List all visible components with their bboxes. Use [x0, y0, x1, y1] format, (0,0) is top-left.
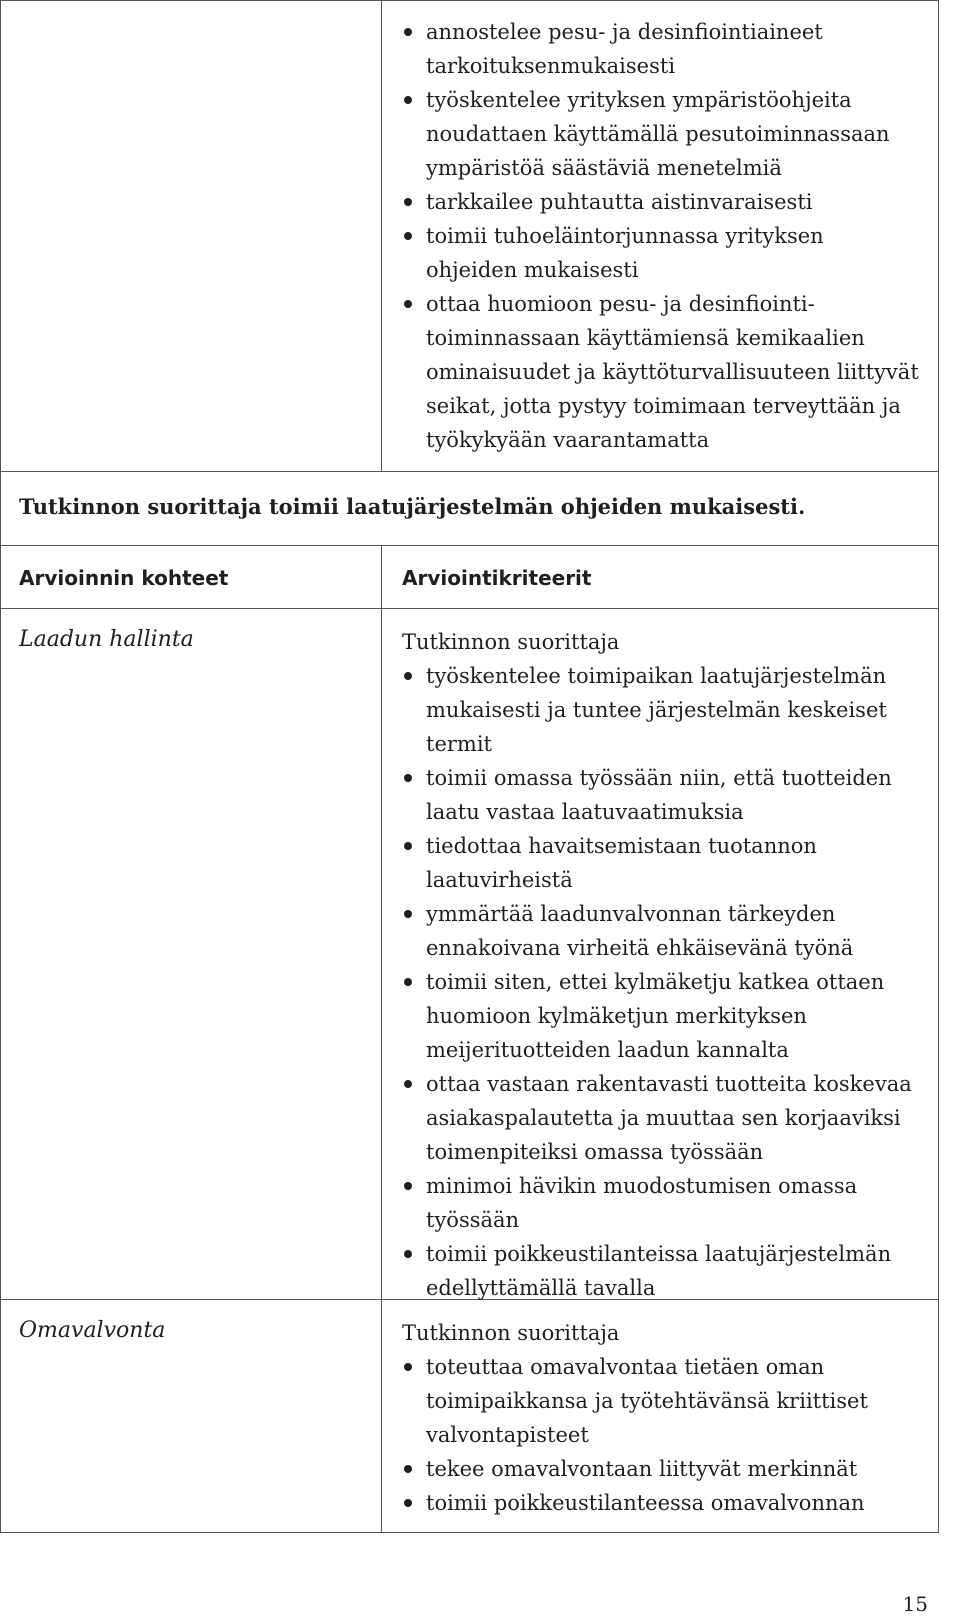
header-right-cell — [382, 546, 938, 590]
list-item: tekee omavalvontaan liittyvät merkinnät — [402, 1452, 920, 1486]
criteria-lead: Tutkinnon suorittaja — [402, 1321, 620, 1345]
list-item: ottaa vastaan rakentavasti tuotteita koskevaa asiakaspalautetta ja muuttaa sen korjaaviksi toimenpiteiksi omassa työssään — [402, 1067, 920, 1169]
list-item: toimii siten, ettei kylmäketju katkea ottaen huomioon kylmäketjun merkityksen meijerituotteiden laadun kannalta — [402, 965, 920, 1067]
list-item: tiedottaa havaitsemistaan tuotannon laatuvirheistä — [402, 829, 920, 897]
list-item: toimii tuhoeläintorjunnassa yrityksen ohjeiden mukaisesti — [402, 219, 920, 287]
header-left-cell — [1, 546, 382, 608]
header-row — [0, 546, 938, 609]
section-criteria-cell — [382, 609, 938, 1305]
list-item: toimii poikkeustilanteessa omavalvonnan — [402, 1486, 920, 1520]
criteria-lead: Tutkinnon suorittaja — [402, 630, 620, 654]
list-item: ymmärtää laadunvalvonnan tärkeyden ennakoivana virheitä ehkäisevänä työnä — [402, 897, 920, 965]
top-section-row — [0, 0, 938, 472]
section-row-quality — [0, 609, 938, 1300]
section-row-self-monitoring — [0, 1300, 938, 1533]
list-item: toimii omassa työssään niin, että tuotteiden laatu vastaa laatuvaatimuksia — [402, 761, 920, 829]
top-section-right-cell — [382, 1, 938, 457]
list-item: työskentelee yrityksen ympäristöohjeita noudattaen käyttämällä pesutoiminnassaan ympäristöä säästäviä menetelmiä — [402, 83, 920, 185]
column-heading-targets: Arvioinnin kohteet — [19, 566, 229, 590]
section-target-cell — [1, 609, 382, 1299]
criteria-list — [402, 1350, 920, 1520]
section-banner: Tutkinnon suorittaja toimii laatujärjestelmän ohjeiden mukaisesti. — [19, 494, 806, 519]
list-item: annostelee pesu- ja desinfiointiaineet tarkoituksenmukaisesti — [402, 15, 920, 83]
column-heading-criteria: Arviointikriteerit — [402, 566, 592, 590]
section-target-cell — [1, 1300, 382, 1532]
list-item: ottaa huomioon pesu- ja desinfiointi-toiminnassaan käyttämiensä kemikaalien ominaisuudet ja käyttöturvallisuuteen liittyvät seikat, jotta pystyy toimimaan terveyttään ja työkykyään vaarantamatta — [402, 287, 920, 457]
criteria-list — [402, 659, 920, 1305]
list-item: minimoi hävikin muodostumisen omassa työssään — [402, 1169, 920, 1237]
list-item: toimii poikkeustilanteissa laatujärjestelmän edellyttämällä tavalla — [402, 1237, 920, 1305]
list-item: työskentelee toimipaikan laatujärjestelmän mukaisesti ja tuntee järjestelmän keskeiset termit — [402, 659, 920, 761]
assessment-target: Laadun hallinta — [19, 627, 194, 652]
assessment-target: Omavalvonta — [19, 1318, 166, 1343]
top-section-list — [402, 15, 920, 457]
banner-row — [0, 472, 938, 546]
section-criteria-cell — [382, 1300, 938, 1520]
page-number: 15 — [902, 1592, 928, 1616]
list-item: toteuttaa omavalvontaa tietäen oman toimipaikkansa ja työtehtävänsä kriittiset valvontapisteet — [402, 1350, 920, 1452]
list-item: tarkkailee puhtautta aistinvaraisesti — [402, 185, 920, 219]
top-section-left-cell — [1, 1, 382, 471]
